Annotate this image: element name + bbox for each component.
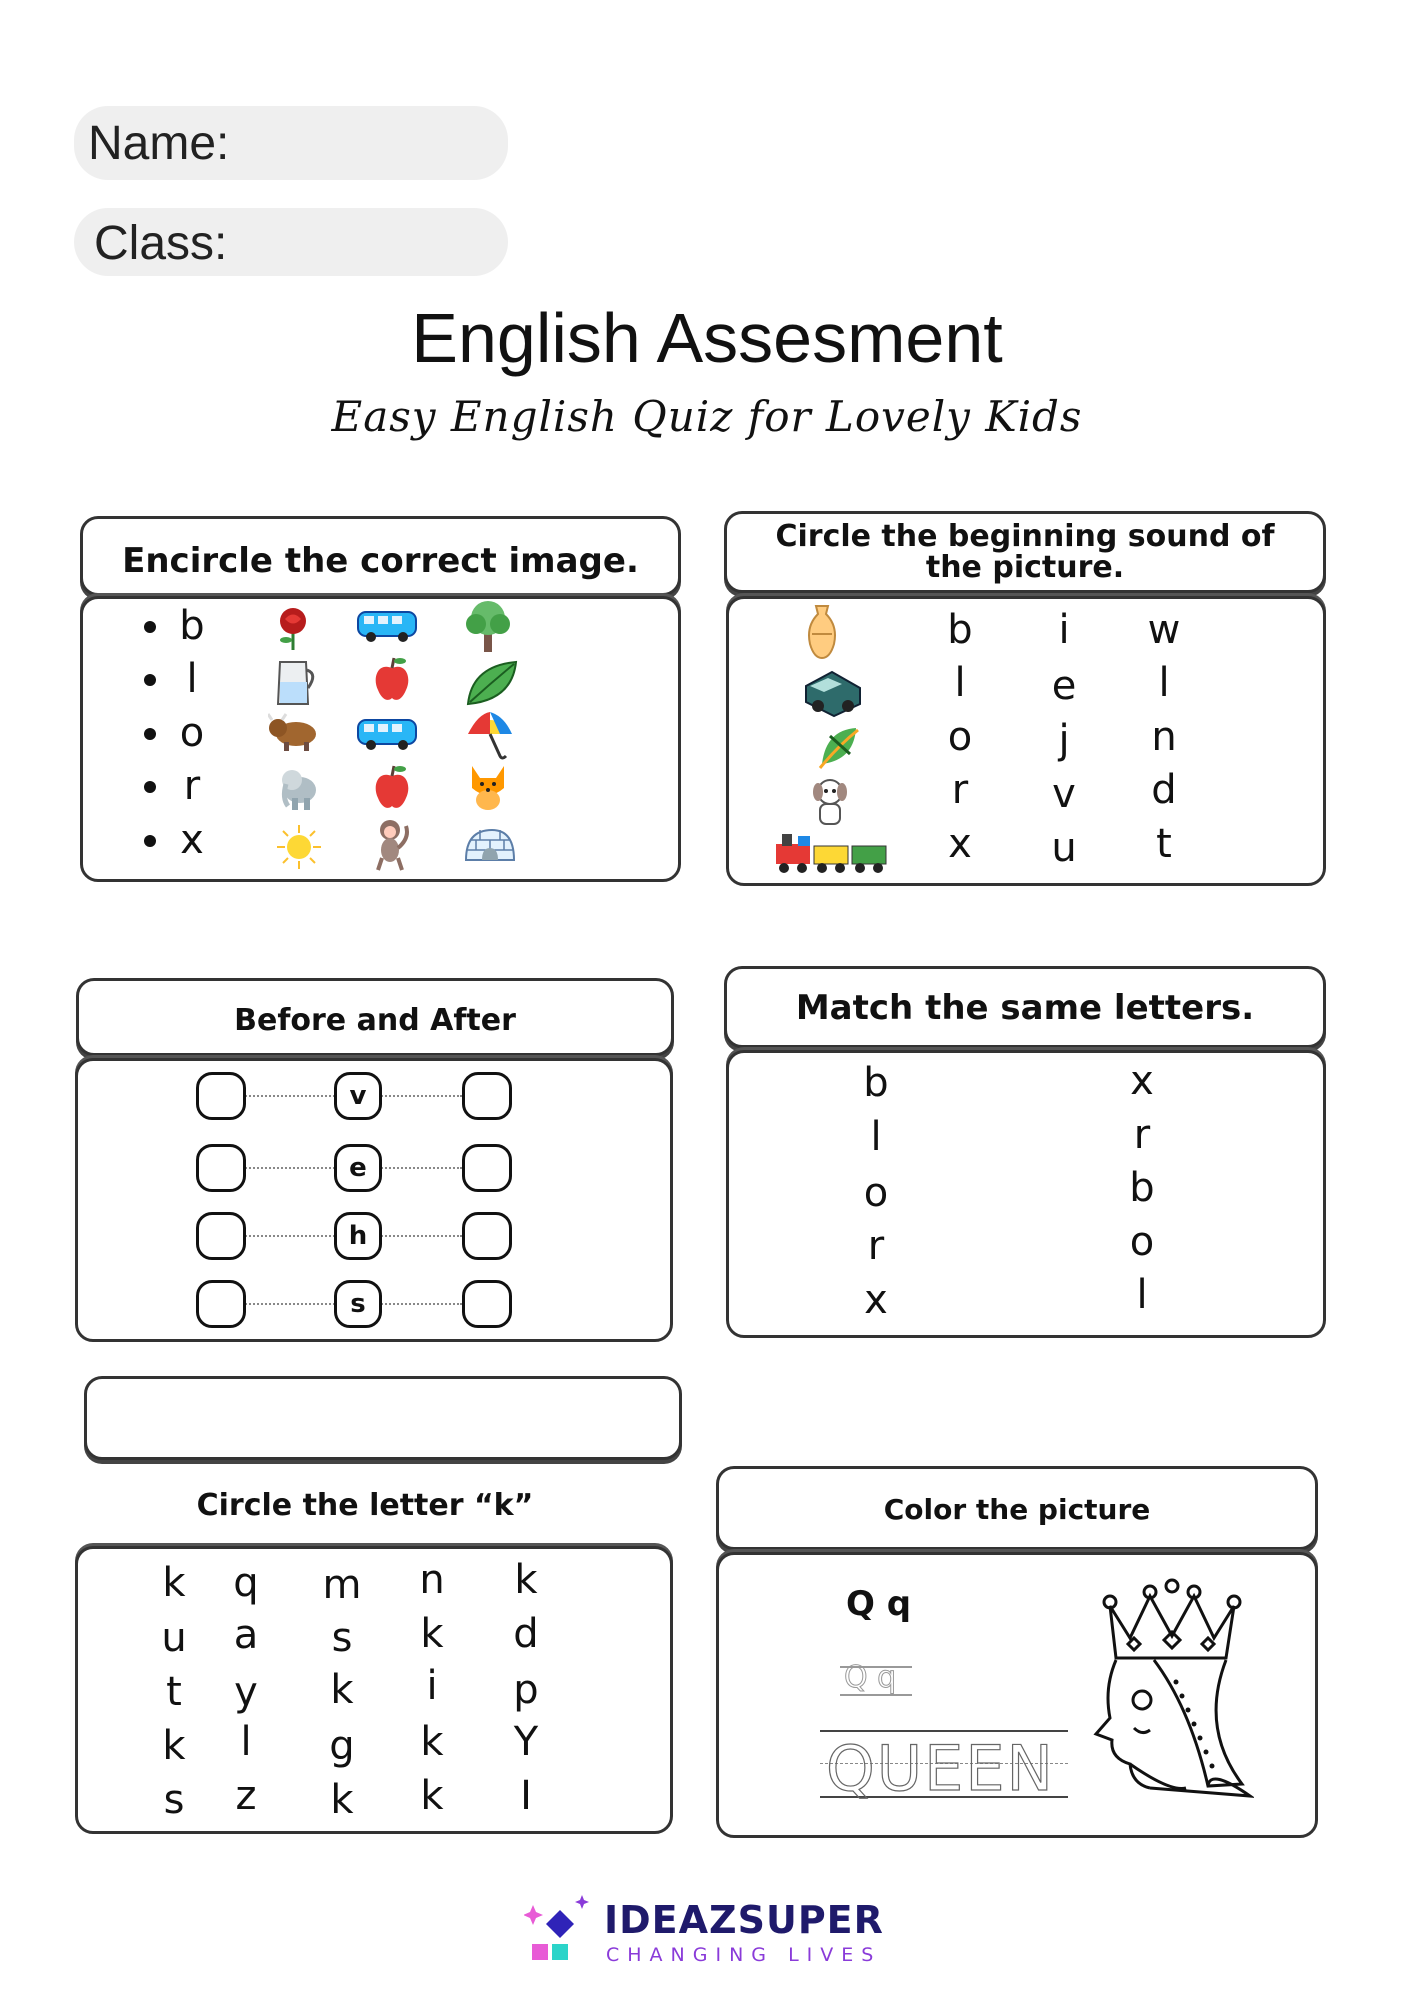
match-panel — [726, 1050, 1326, 1338]
circle-k-letter[interactable]: k — [162, 1560, 186, 1606]
bullet — [144, 728, 156, 740]
match-right-letter[interactable]: l — [1136, 1272, 1148, 1318]
trace-small[interactable] — [840, 1660, 912, 1702]
train-icon[interactable] — [772, 828, 888, 876]
match-left-letter[interactable]: o — [863, 1170, 889, 1216]
encircle-letter: r — [183, 763, 201, 809]
match-right-letter[interactable]: o — [1129, 1219, 1155, 1265]
circle-k-letter[interactable]: s — [331, 1615, 353, 1661]
circle-k-letter[interactable]: z — [235, 1773, 257, 1819]
queen-icon[interactable] — [1090, 1578, 1254, 1810]
tree-icon[interactable] — [460, 598, 516, 654]
leaf-icon[interactable] — [816, 724, 862, 772]
class-field[interactable] — [74, 208, 508, 276]
circle-k-letter[interactable]: y — [234, 1669, 258, 1715]
apple-icon[interactable] — [370, 764, 414, 812]
bus-icon[interactable] — [356, 608, 418, 644]
circle-k-letter[interactable]: k — [514, 1557, 538, 1603]
bullet — [144, 835, 156, 847]
letter-box — [334, 1072, 382, 1120]
trace-word-text: QUEEN — [826, 1732, 1055, 1805]
beginning-letter[interactable]: n — [1151, 714, 1177, 760]
before-box[interactable] — [196, 1280, 246, 1328]
brand-name: IDEAZSUPER — [604, 1898, 884, 1942]
circle-k-letter[interactable]: i — [426, 1663, 438, 1709]
match-right-letter[interactable]: x — [1130, 1058, 1154, 1104]
circle-k-letter[interactable]: n — [419, 1557, 445, 1603]
beginning-letter[interactable]: l — [1158, 660, 1170, 706]
match-header — [724, 966, 1326, 1048]
letter-box — [334, 1212, 382, 1260]
circle-k-letter[interactable]: k — [420, 1611, 444, 1657]
name-field[interactable] — [74, 106, 508, 180]
circle-k-letter[interactable]: l — [240, 1719, 252, 1765]
encircle-letter: l — [186, 656, 198, 702]
beginning-title: Circle the beginning sound of the picture. — [775, 518, 1275, 585]
encircle-title: Encircle the correct image. — [122, 541, 639, 582]
circle-k-letter[interactable]: k — [330, 1667, 354, 1713]
rose-icon[interactable] — [272, 606, 314, 652]
before-after-letter: v — [349, 1081, 367, 1111]
beginning-letter[interactable]: b — [947, 607, 973, 653]
circle-k-letter[interactable]: k — [420, 1773, 444, 1819]
apple-icon[interactable] — [370, 656, 414, 704]
page-subtitle: Easy English Quiz for Lovely Kids — [331, 392, 1083, 441]
fox-icon[interactable] — [466, 762, 510, 812]
after-box[interactable] — [462, 1212, 512, 1260]
circle-k-letter[interactable]: t — [166, 1669, 182, 1715]
match-left-letter[interactable]: l — [870, 1114, 882, 1160]
circle-k-letter[interactable]: u — [161, 1615, 187, 1661]
before-box[interactable] — [196, 1212, 246, 1260]
umbrella-icon[interactable] — [464, 710, 516, 762]
circle-k-letter[interactable]: Y — [513, 1719, 539, 1765]
page-title: English Assesment — [411, 299, 1003, 377]
beginning-letter[interactable]: d — [1151, 767, 1177, 813]
circle-k-letter[interactable]: I — [520, 1773, 532, 1819]
circle-k-letter[interactable]: k — [162, 1723, 186, 1769]
circle-k-letter[interactable]: m — [322, 1562, 362, 1608]
bullet — [144, 621, 156, 633]
monkey-icon[interactable] — [370, 818, 412, 872]
match-title: Match the same letters. — [795, 988, 1255, 1029]
encircle-letter: b — [179, 603, 205, 649]
bullet — [144, 674, 156, 686]
ox-icon[interactable] — [268, 712, 320, 752]
after-box[interactable] — [462, 1072, 512, 1120]
blank-answer-box[interactable] — [84, 1376, 682, 1460]
before-box[interactable] — [196, 1144, 246, 1192]
after-box[interactable] — [462, 1144, 512, 1192]
beginning-letter[interactable]: l — [954, 660, 966, 706]
encircle-letter: x — [180, 817, 204, 863]
vase-icon[interactable] — [804, 604, 840, 660]
beginning-letter[interactable]: i — [1058, 607, 1070, 653]
circle-k-letter[interactable]: k — [420, 1719, 444, 1765]
igloo-icon[interactable] — [464, 828, 516, 862]
beginning-letter[interactable]: j — [1058, 717, 1070, 763]
circle-k-letter[interactable]: p — [513, 1667, 539, 1713]
leaf-icon[interactable] — [462, 656, 522, 710]
brand-tagline: CHANGING LIVES — [606, 1944, 882, 1966]
beginning-letter[interactable]: o — [947, 714, 973, 760]
beginning-header — [724, 511, 1326, 593]
queen-letters: Q q — [846, 1584, 912, 1624]
van-icon[interactable] — [802, 668, 866, 718]
after-box[interactable] — [462, 1280, 512, 1328]
color-header — [716, 1466, 1318, 1550]
beginning-letter[interactable]: r — [951, 767, 969, 813]
beginning-letter[interactable]: x — [948, 821, 972, 867]
encircle-header — [80, 516, 681, 596]
class-label: Class: — [94, 217, 228, 270]
before-after-letter: s — [350, 1289, 366, 1319]
letter-box — [334, 1280, 382, 1328]
beginning-letter[interactable]: w — [1147, 607, 1181, 653]
dog-icon[interactable] — [808, 776, 852, 828]
match-left-letter[interactable]: r — [867, 1223, 885, 1269]
match-left-letter[interactable]: b — [863, 1060, 889, 1106]
beginning-letter[interactable]: e — [1051, 663, 1077, 709]
before-after-letter: e — [349, 1153, 367, 1183]
circle-k-letter[interactable]: k — [330, 1777, 354, 1823]
before-after-title: Before and After — [234, 1003, 516, 1039]
beginning-letter[interactable]: v — [1052, 771, 1076, 817]
encircle-letter: o — [179, 710, 205, 756]
circle-k-letter[interactable]: g — [329, 1723, 355, 1769]
match-right-letter[interactable]: b — [1129, 1165, 1155, 1211]
name-label: Name: — [88, 117, 230, 170]
elephant-icon[interactable] — [276, 764, 320, 812]
trace-small-text: Q q — [844, 1660, 897, 1695]
beginning-letter[interactable]: u — [1051, 825, 1077, 871]
circle-k-letter[interactable]: s — [163, 1777, 185, 1823]
before-box[interactable] — [196, 1072, 246, 1120]
jug-icon[interactable] — [272, 656, 320, 708]
color-title: Color the picture — [883, 1493, 1151, 1527]
match-right-letter[interactable]: r — [1133, 1112, 1151, 1158]
circle-k-letter[interactable]: d — [513, 1611, 539, 1657]
circle-k-title: Circle the letter “k” — [196, 1488, 534, 1523]
bullet — [144, 781, 156, 793]
before-after-letter: h — [348, 1221, 368, 1251]
beginning-letter[interactable]: t — [1156, 821, 1172, 867]
circle-k-letter[interactable]: q — [233, 1560, 259, 1606]
match-left-letter[interactable]: x — [864, 1277, 888, 1323]
letter-box — [334, 1144, 382, 1192]
sun-icon[interactable] — [276, 824, 322, 870]
trace-word[interactable] — [820, 1730, 1068, 1805]
before-after-header — [76, 978, 674, 1056]
bus-icon[interactable] — [356, 716, 418, 752]
circle-k-letter[interactable]: a — [233, 1612, 259, 1658]
brand-logo-icon — [524, 1892, 596, 1964]
